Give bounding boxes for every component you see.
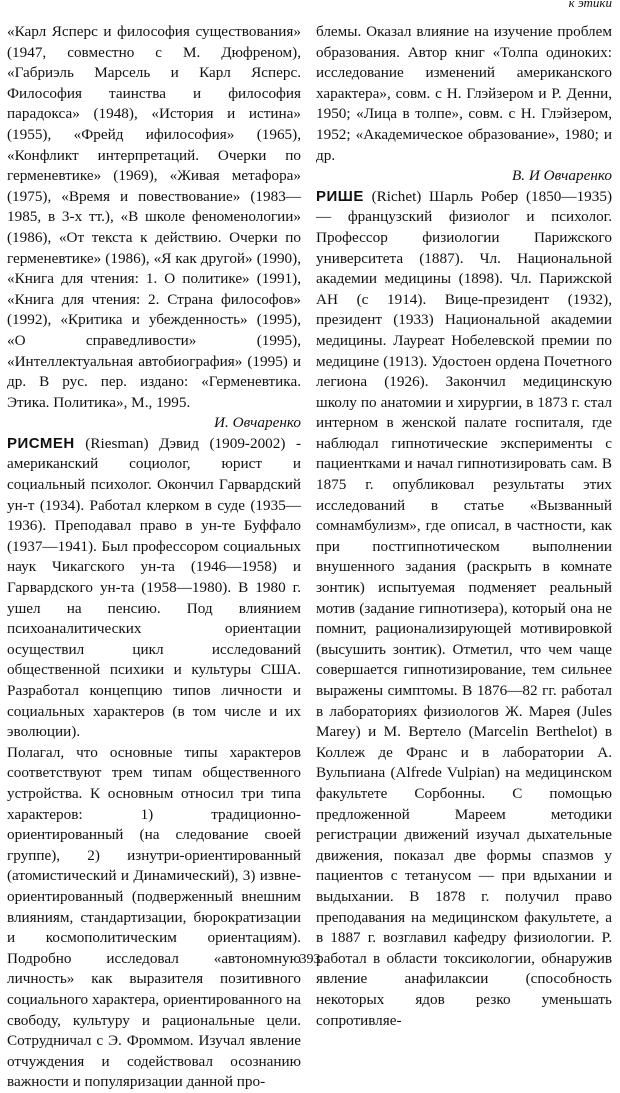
right-column <box>316 22 612 1031</box>
left-column <box>7 22 301 1093</box>
continued-text: «Карл Ясперс и философия существования» (1947, совместно с М. Дюфреном), «Габриэль Марсель и Карл Ясперс. Философия таинства и философия парадокса» (1948), «История и истина» (1955), «Фрейд ифилософия» (1965), «Конфликт интерпретаций. Очерки по герменевтике» (1969), «Живая метафора» (1975), «Время и повествование» (1983—1985, в 3-х тт.), «В школе феноменологии» (1986), «От текста к действию. Очерки по герменевтике» (1986), «Я как другой» (1990), «Книга для чтения: 1. О политике» (1991), «Книга для чтения: 2. Страна философов» (1992), «Критика и убежденность» (1995), «О справедливости» (1995), «Интеллектуальная автобиография» (1995) и др. В рус. пер. издано: «Герменевтика. Этика. Политика», М., 1995. <box>7 23 301 411</box>
entry-richet <box>316 187 612 1031</box>
continued-text: блемы. Оказал влияние на изучение проблем образования. Автор книг «Толпа одиноких: исследование изменений американского характера», совм. с Н. Глэйзером и Р. Денни, 1950; «Лица в толпе», совм. с Н. Глэйзером, 1952; «Академическое образование», 1980; и др. <box>316 23 612 164</box>
entry-text: (Riesman) Дэвид (1909-2002) - американский социолог, юрист и социальный психолог. Окончил Гарвардский ун-т (1934). Работал клерком в суде (1935—1936). Преподавал право в ун-те Буффало (1937—1941). Был профессором социальных наук Чикагского ун-та (1946—1958) и Гарвардского ун-та (1958—1980). В 1980 г. ушел на пенсию. Под влиянием психоаналитических ориентации осуществил цикл исследований общественной психики и культуры США. Разработал концепцию типов личности и социальных характеров (в том числе и их эволюции). <box>7 434 302 741</box>
author-signature: В. И Овчаренко <box>511 167 612 185</box>
entry-text-paragraph: Полагал, что основные типы характеров соответствуют трем типам общественного устройства. К основным относил три типа характеров: 1) традиционно-ориентированный (на следование своей группе), 2) изнутри-ориентированный (атомистический и Динамический), 3) извне-ориентированный (подверженный внешним влияниям, стандартизации, бюрократизации и космополитическим ориентациям). Подробно исследовал «автономную личность» как выразителя позитивного социального характера, ориентированного на свободу, культуру и рациональные цели. Сотрудничал с Э. Фроммом. Изучал явление отчуждения и содействовал осознанию важности и популяризации данной про- <box>7 743 301 1091</box>
entry-headword: РИШЕ <box>316 187 364 205</box>
running-header: к этики <box>568 0 612 10</box>
page-number: 393 <box>299 952 321 967</box>
entry-headword: РИСМЕН <box>7 434 75 452</box>
entry-riesman <box>7 434 301 743</box>
entry-text: (Richet) Шарль Робер (1850—1935) — французский физиолог и психолог. Профессор физиологии Парижского университета (1887). Чл. Национальной академии медицины (1898). Чл. Парижской АН (с 1914). Вице-президент (1932), президент (1933) Национальной академии медицины. Лауреат Нобелевской премии по медицине (1913). Удостоен ордена Почетного легиона (1926). Закончил медицинскую школу по анатомии и хирургии, в 1873 г. стал интерном в женской палате госпиталя, где наблюдал гипнотические эксперименты с пациентками и начал гипнотизировать сам. В 1875 г. опубликовал результаты этих исследований в статье «Вызванный сомнамбулизм», где описал, в частности, как при постгипнотическом выполнении внушенного задания (раскрыть в комнате зонтик) испытуемая подменяет реальный мотив (задание гипнотизера), который она не помнит, рационализирующей мотивировкой (высушить зонтик). Отметил, что чем чаще совершается гипнотизирование, тем сильнее выражены симптомы. В 1876—82 гг. работал в лабораториях физиологов Ж. Марея (Jules Marey) и М. Вертело (Marcelin Berthelot) в Коллеж де Франс и в лаборатории А. Вульпиана (Alfrede Vulpian) на медицинском факультете Сорбонны. С помощью предложенной Мареем методики регистрации движений изучал дыхательные движения, показал две формы спазмов у пациентов с тетанусом — при вдыхании и выдыхании. В 1878 г. получил право преподавания на медицинском факультете, а в 1887 г. возглавил кафедру физиологии. Р. работал в области токсикологии, обнаружив явление анафилаксии (способность некоторых ядов резко уменьшать сопротивляе- <box>316 187 613 1029</box>
author-signature: И. Овчаренко <box>214 414 301 432</box>
